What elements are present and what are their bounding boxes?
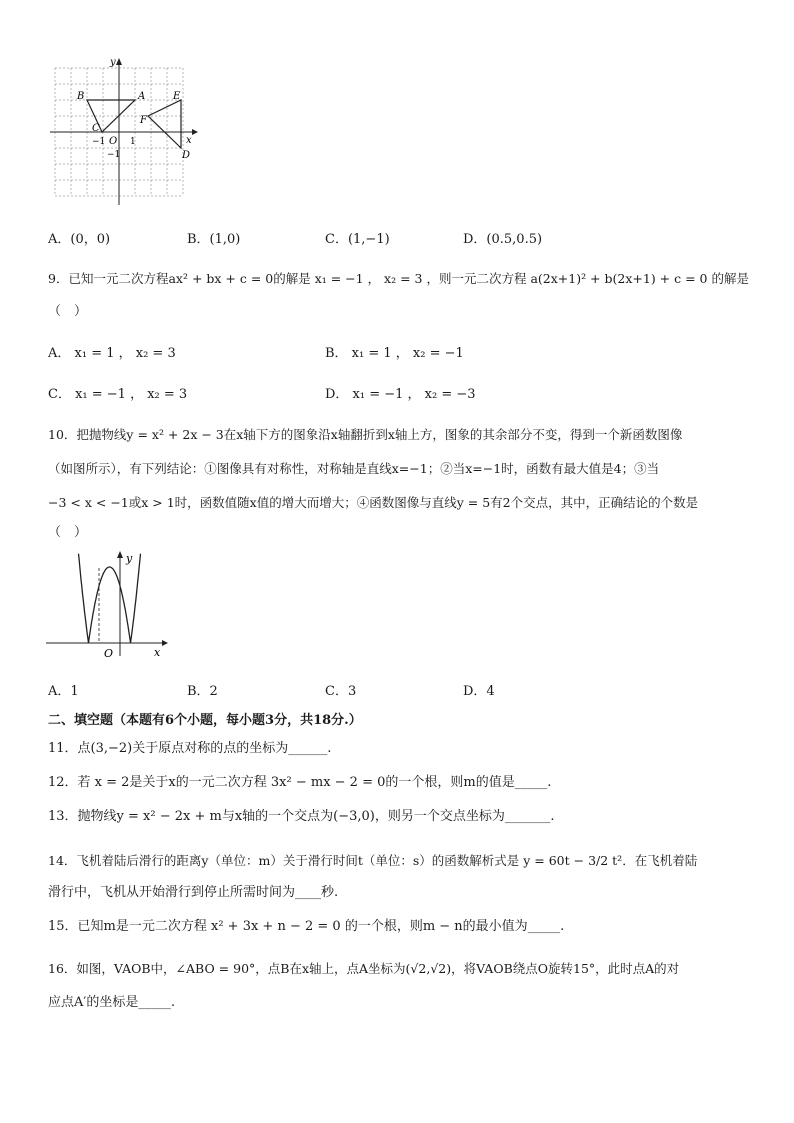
q14-line1: 14．飞机着陆后滑行的距离y（单位：m）关于滑行时间t（单位：s）的函数解析式是 y = 60t − 3/2 t²．在飞机着陆 <box>48 853 698 868</box>
q9-bracket: （ ） <box>48 304 88 319</box>
q10-line3: −3 < x < −1或x > 1时，函数值随x值的增大而增大；④函数图像与直线y = 5有2个交点，其中，正确结论的个数是 <box>48 495 699 510</box>
q10-line2: （如图所示），有下列结论：①图像具有对称性，对称轴是直线x=−1；②当x=−1时，函数有最大值是4；③当 <box>48 461 660 476</box>
section-2-heading: 二、填空题（本题有6个小题，每小题3分，共18分.） <box>48 713 362 728</box>
q9-option-b[interactable]: B． x₁ = 1 ， x₂ = −1 <box>325 346 464 361</box>
fig8-label-one: 1 <box>130 137 136 147</box>
fig8-label-o: O <box>109 136 118 147</box>
q8-option-d[interactable]: D．(0.5,0.5) <box>463 232 543 247</box>
fig8-label-e: E <box>173 91 181 102</box>
fig8-label-neg1y: −1 <box>107 150 121 160</box>
q9-option-a[interactable]: A． x₁ = 1 ， x₂ = 3 <box>48 346 176 361</box>
fig8-label-y: y <box>110 57 116 68</box>
q9-option-d[interactable]: D． x₁ = −1 ， x₂ = −3 <box>325 387 476 402</box>
q10-option-b[interactable]: B．2 <box>187 684 218 699</box>
q16-line1: 16．如图，VAOB中，∠ABO = 90°，点B在x轴上，点A坐标为(√2,√2)，将VAOB绕点O旋转15°，此时点A的对 <box>48 961 680 976</box>
triangle-def <box>148 100 181 148</box>
q9-option-c[interactable]: C． x₁ = −1 ， x₂ = 3 <box>48 387 188 402</box>
fig8-label-a: A <box>138 91 146 102</box>
q9-text: 9．已知一元二次方程ax² + bx + c = 0的解是 x₁ = −1 ， x₂ = 3 ，则一元二次方程 a(2x+1)² + b(2x+1) + c = 0 的解是 <box>48 271 749 286</box>
q10-graph-figure <box>44 548 174 660</box>
fig10-label-x: x <box>154 646 161 659</box>
q8-option-b[interactable]: B．(1,0) <box>187 232 241 247</box>
fig8-label-neg1x: −1 <box>92 137 106 147</box>
q15-text: 15．已知m是一元二次方程 x² + 3x + n − 2 = 0 的一个根，则m − n的最小值为_____. <box>48 919 565 934</box>
fig10-label-o: O <box>104 647 114 660</box>
q14-line2: 滑行中，飞机从开始滑行到停止所需时间为____秒. <box>48 885 339 900</box>
q10-option-d[interactable]: D．4 <box>463 684 495 699</box>
fig8-label-f: F <box>140 115 147 126</box>
q16-line2: 应点A′的坐标是_____. <box>48 995 175 1010</box>
q8-option-a[interactable]: A．(0，0) <box>48 232 111 247</box>
q12-text: 12．若 x = 2是关于x的一元二次方程 3x² − mx − 2 = 0的一个根，则m的值是_____. <box>48 775 552 790</box>
fig8-label-d: D <box>182 150 191 161</box>
q11-text: 11．点(3,−2)关于原点对称的点的坐标为______. <box>48 741 332 756</box>
fig8-label-c: C <box>92 123 100 134</box>
q10-bracket: （ ） <box>48 525 88 540</box>
fig8-label-b: B <box>77 91 85 102</box>
fig10-label-y: y <box>126 552 133 565</box>
q8-coordinate-figure <box>50 55 200 205</box>
q10-option-a[interactable]: A．1 <box>48 684 79 699</box>
q10-option-c[interactable]: C．3 <box>325 684 357 699</box>
q13-text: 13．抛物线y = x² − 2x + m与x轴的一个交点为(−3,0)，则另一个交点坐标为_______. <box>48 809 555 824</box>
q8-option-c[interactable]: C．(1,−1) <box>325 232 390 247</box>
folded-parabola-curve <box>79 554 141 643</box>
q10-line1: 10．把抛物线y = x² + 2x − 3在x轴下方的图象沿x轴翻折到x轴上方，图象的其余部分不变，得到一个新函数图像 <box>48 427 683 442</box>
fig8-label-x: x <box>186 135 192 146</box>
